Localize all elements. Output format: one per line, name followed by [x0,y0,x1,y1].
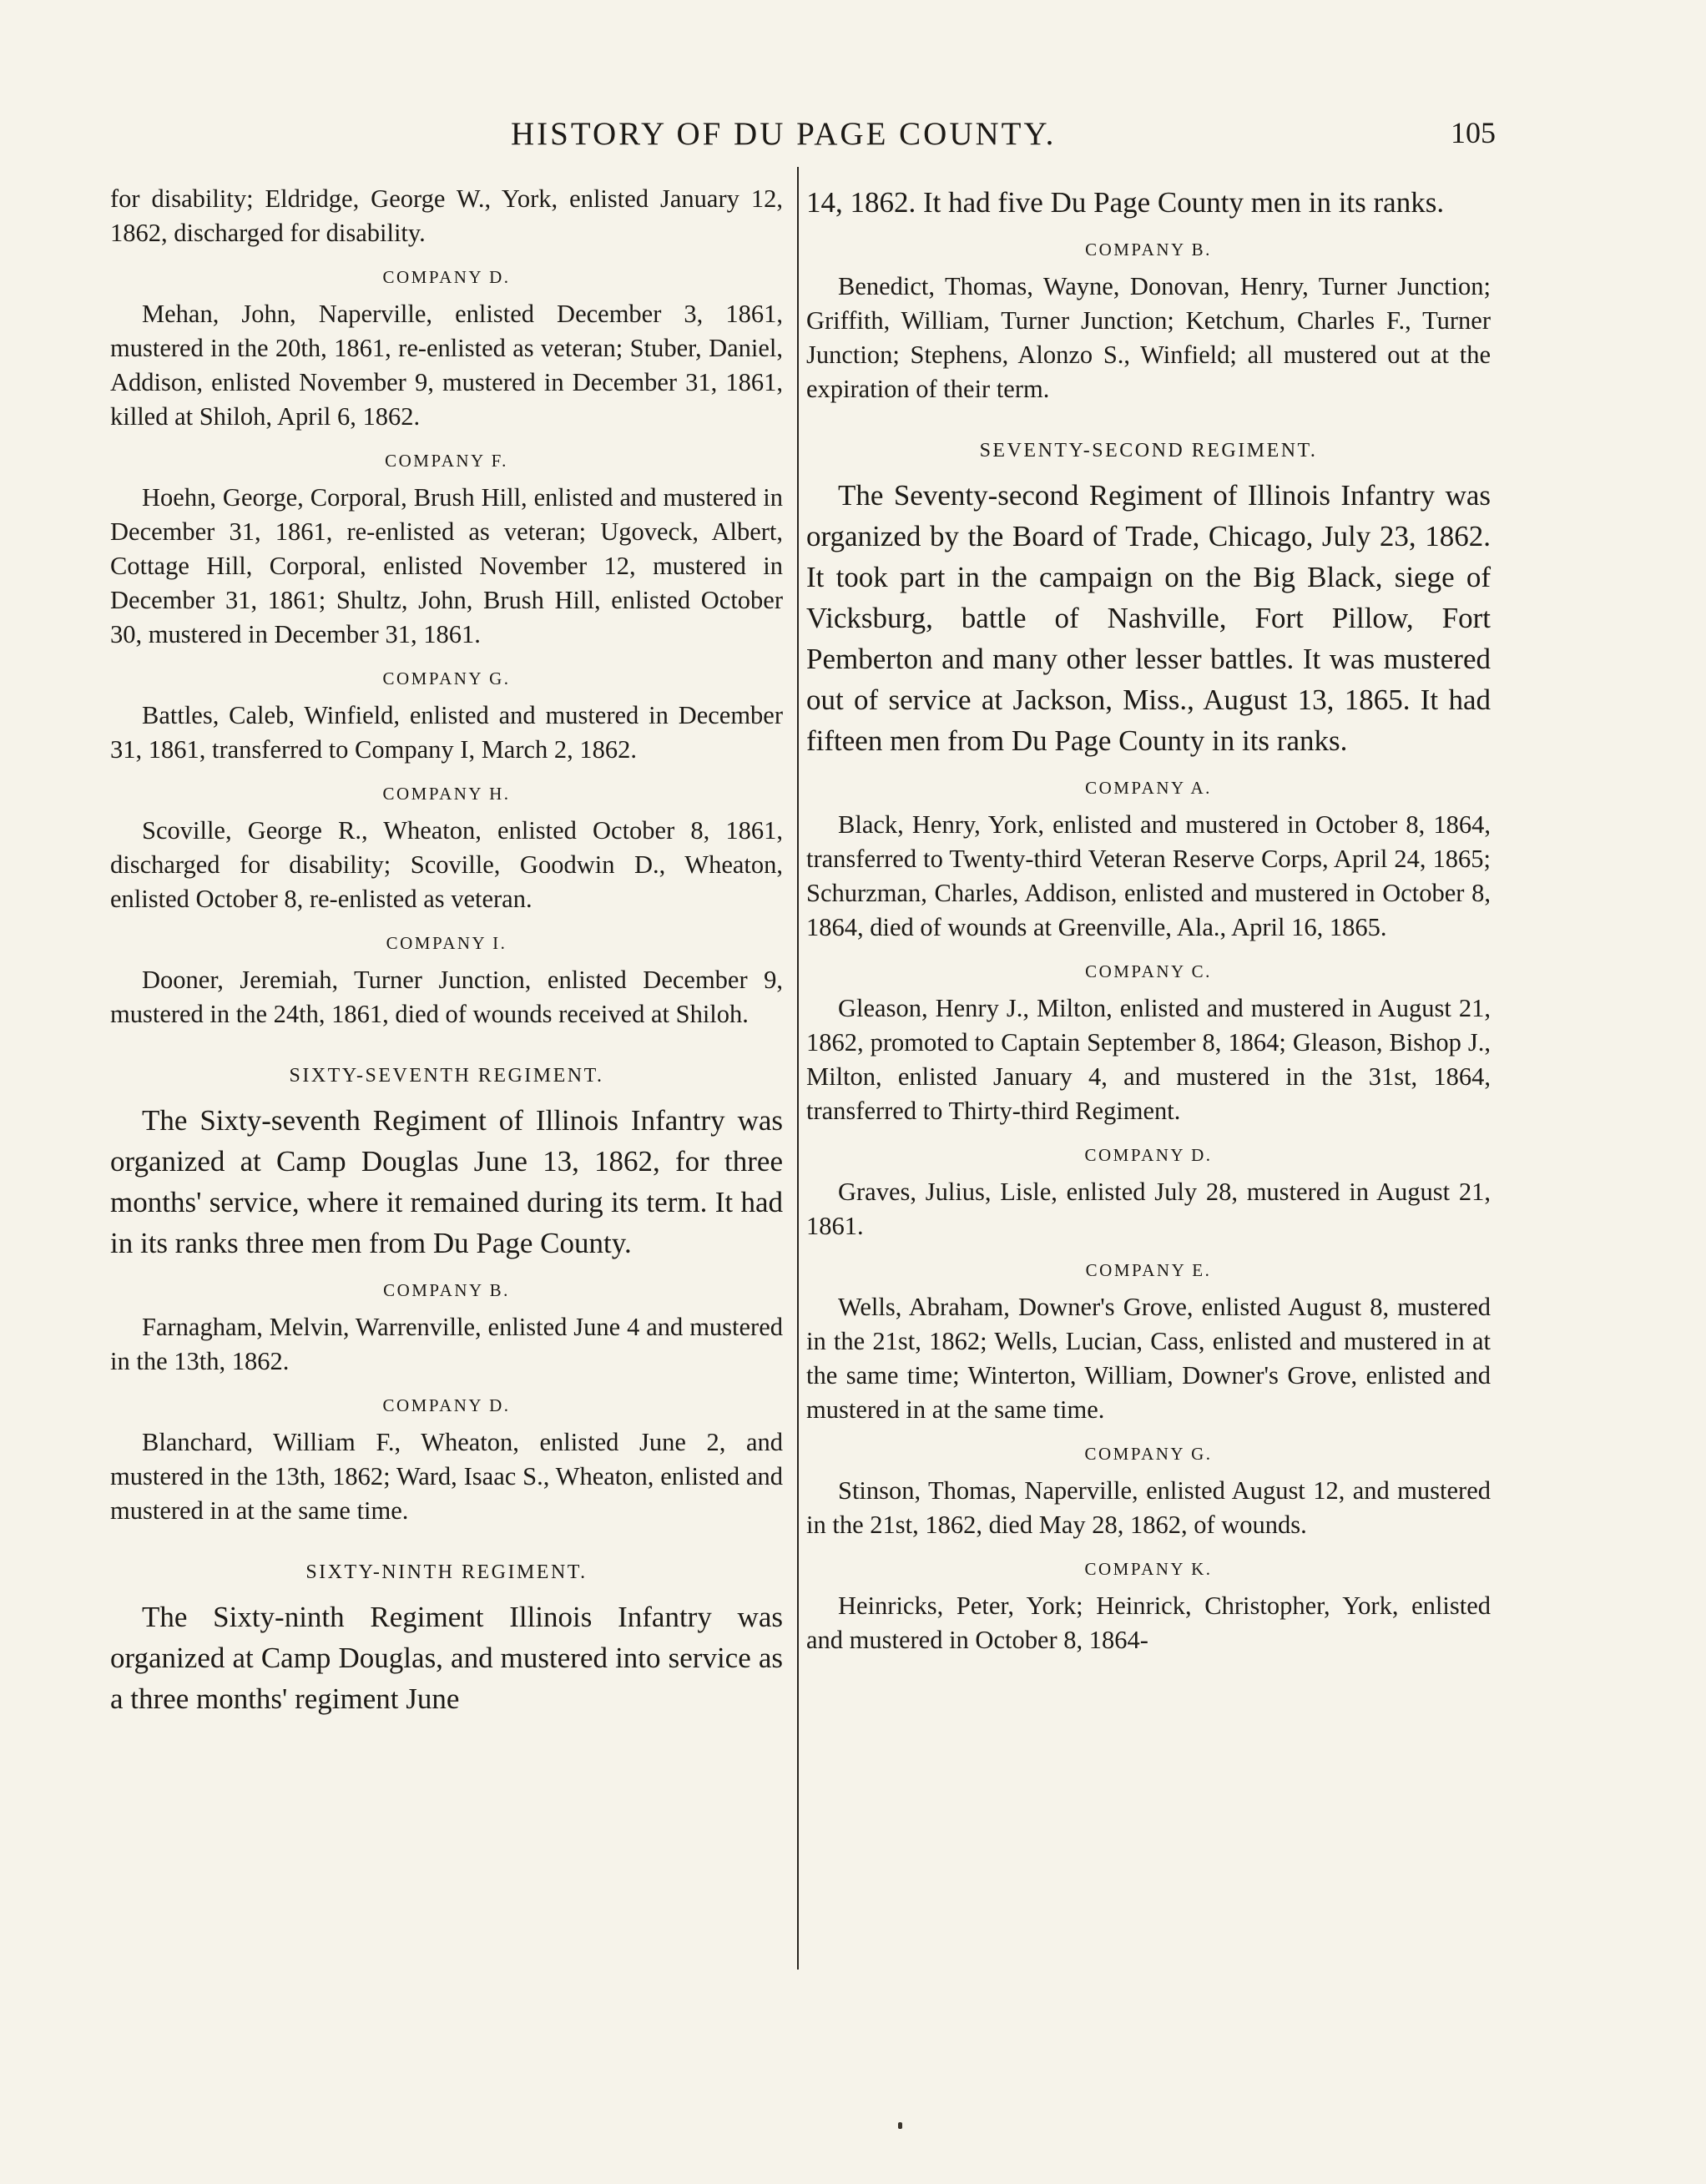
roster-paragraph: Mehan, John, Naperville, enlisted December 3, 1861, mustered in the 20th, 1861, re-enlisted as veteran; Stuber, Daniel, Addison, enlisted November 9, mustered in December 31, 1861, killed at Shiloh, April 6, 1862. [110,300,783,431]
company-heading: COMPANY B. [1085,240,1212,260]
regiment-summary-paragraph: 14, 1862. It had five Du Page County men in its ranks. [806,186,1445,219]
roster-paragraph: Battles, Caleb, Winfield, enlisted and mustered in December 31, 1861, transferred to Company I, March 2, 1862. [110,701,783,764]
company-heading: COMPANY E. [1085,1260,1212,1280]
roster-paragraph: Gleason, Henry J., Milton, enlisted and mustered in August 21, 1862, promoted to Captain September 8, 1864; Gleason, Bishop J., Milton, enlisted January 4, and mustered in the 31st, 1864, transferred to Thirty-third Regiment. [806,994,1491,1125]
roster-paragraph: Farnagham, Melvin, Warrenville, enlisted June 4 and mustered in the 13th, 1862. [110,1313,783,1375]
roster-paragraph: Wells, Abraham, Downer's Grove, enlisted August 8, mustered in the 21st, 1862; Wells, Lucian, Cass, enlisted and mustered in at the same time; Winterton, William, Downer's Grove, enlisted and mustered in at the same time. [806,1293,1491,1424]
roster-paragraph: Stinson, Thomas, Naperville, enlisted August 12, and mustered in the 21st, 1862, died May 28, 1862, of wounds. [806,1476,1491,1539]
right-column [806,182,1491,1657]
company-heading: COMPANY I. [386,933,507,953]
company-heading: COMPANY B. [383,1280,510,1300]
print-speck [898,2122,902,2129]
regiment-heading: SEVENTY-SECOND REGIMENT. [979,440,1318,462]
roster-paragraph: Blanchard, William F., Wheaton, enlisted June 2, and mustered in the 13th, 1862; Ward, Isaac S., Wheaton, enlisted and mustered in at the same time. [110,1428,783,1525]
company-heading: COMPANY F. [385,451,508,471]
regiment-summary-paragraph: The Seventy-second Regiment of Illinois Infantry was organized by the Board of Trade, Chicago, July 23, 1862. It took part in the campaign on the Big Black, siege of Vicksburg, battle of Nashville, Fort Pillow, Fort Pemberton and many other lesser battles. It was mustered out of service at Jackson, Miss., August 13, 1865. It had fifteen men from Du Page County in its ranks. [806,479,1491,757]
roster-paragraph: Scoville, George R., Wheaton, enlisted October 8, 1861, discharged for disability; Scoville, Goodwin D., Wheaton, enlisted October 8, re-enlisted as veteran. [110,816,783,913]
left-column [110,182,783,1719]
company-heading: COMPANY D. [382,267,511,287]
regiment-heading: SIXTY-NINTH REGIMENT. [305,1561,588,1583]
company-heading: COMPANY D. [382,1395,511,1415]
roster-paragraph: Black, Henry, York, enlisted and mustered in October 8, 1864, transferred to Twenty-third Veteran Reserve Corps, April 24, 1865; Schurzman, Charles, Addison, enlisted and mustered in October 8, 1864, died of wounds at Greenville, Ala., April 16, 1865. [806,810,1491,941]
regiment-summary-paragraph: The Sixty-ninth Regiment Illinois Infantry was organized at Camp Douglas, and mustered into service as a three months' regiment June [110,1601,783,1715]
company-heading: COMPANY G. [382,668,511,688]
company-heading: COMPANY C. [1085,961,1212,981]
company-heading: COMPANY D. [1084,1145,1213,1165]
company-heading: COMPANY H. [382,784,511,804]
regiment-heading: SIXTY-SEVENTH REGIMENT. [289,1065,604,1087]
column-divider [797,167,799,1970]
company-heading: COMPANY G. [1084,1444,1213,1464]
roster-paragraph: Benedict, Thomas, Wayne, Donovan, Henry, Turner Junction; Griffith, William, Turner Junction; Ketchum, Charles F., Turner Junction; Stephens, Alonzo S., Winfield; all mustered out at the expiration of their term. [806,272,1491,403]
roster-paragraph: Hoehn, George, Corporal, Brush Hill, enlisted and mustered in December 31, 1861, re-enlisted as veteran; Ugoveck, Albert, Cottage Hill, Corporal, enlisted November 12, mustered in December 31, 1861; Shultz, John, Brush Hill, enlisted October 30, mustered in December 31, 1861. [110,483,783,648]
running-head [0,115,1706,157]
company-heading: COMPANY A. [1085,778,1212,798]
roster-paragraph: Graves, Julius, Lisle, enlisted July 28, mustered in August 21, 1861. [806,1178,1491,1240]
running-title: HISTORY OF DU PAGE COUNTY. [511,116,1057,152]
roster-paragraph: for disability; Eldridge, George W., York, enlisted January 12, 1862, discharged for disability. [110,184,783,247]
roster-paragraph: Heinricks, Peter, York; Heinrick, Christopher, York, enlisted and mustered in October 8, 1864- [806,1591,1491,1654]
regiment-summary-paragraph: The Sixty-seventh Regiment of Illinois Infantry was organized at Camp Douglas June 13, 1862, for three months' service, where it remained during its term. It had in its ranks three men from Du Page County. [110,1104,783,1259]
company-heading: COMPANY K. [1084,1559,1213,1579]
page-number: 105 [1451,116,1496,149]
roster-paragraph: Dooner, Jeremiah, Turner Junction, enlisted December 9, mustered in the 24th, 1861, died of wounds received at Shiloh. [110,966,783,1028]
